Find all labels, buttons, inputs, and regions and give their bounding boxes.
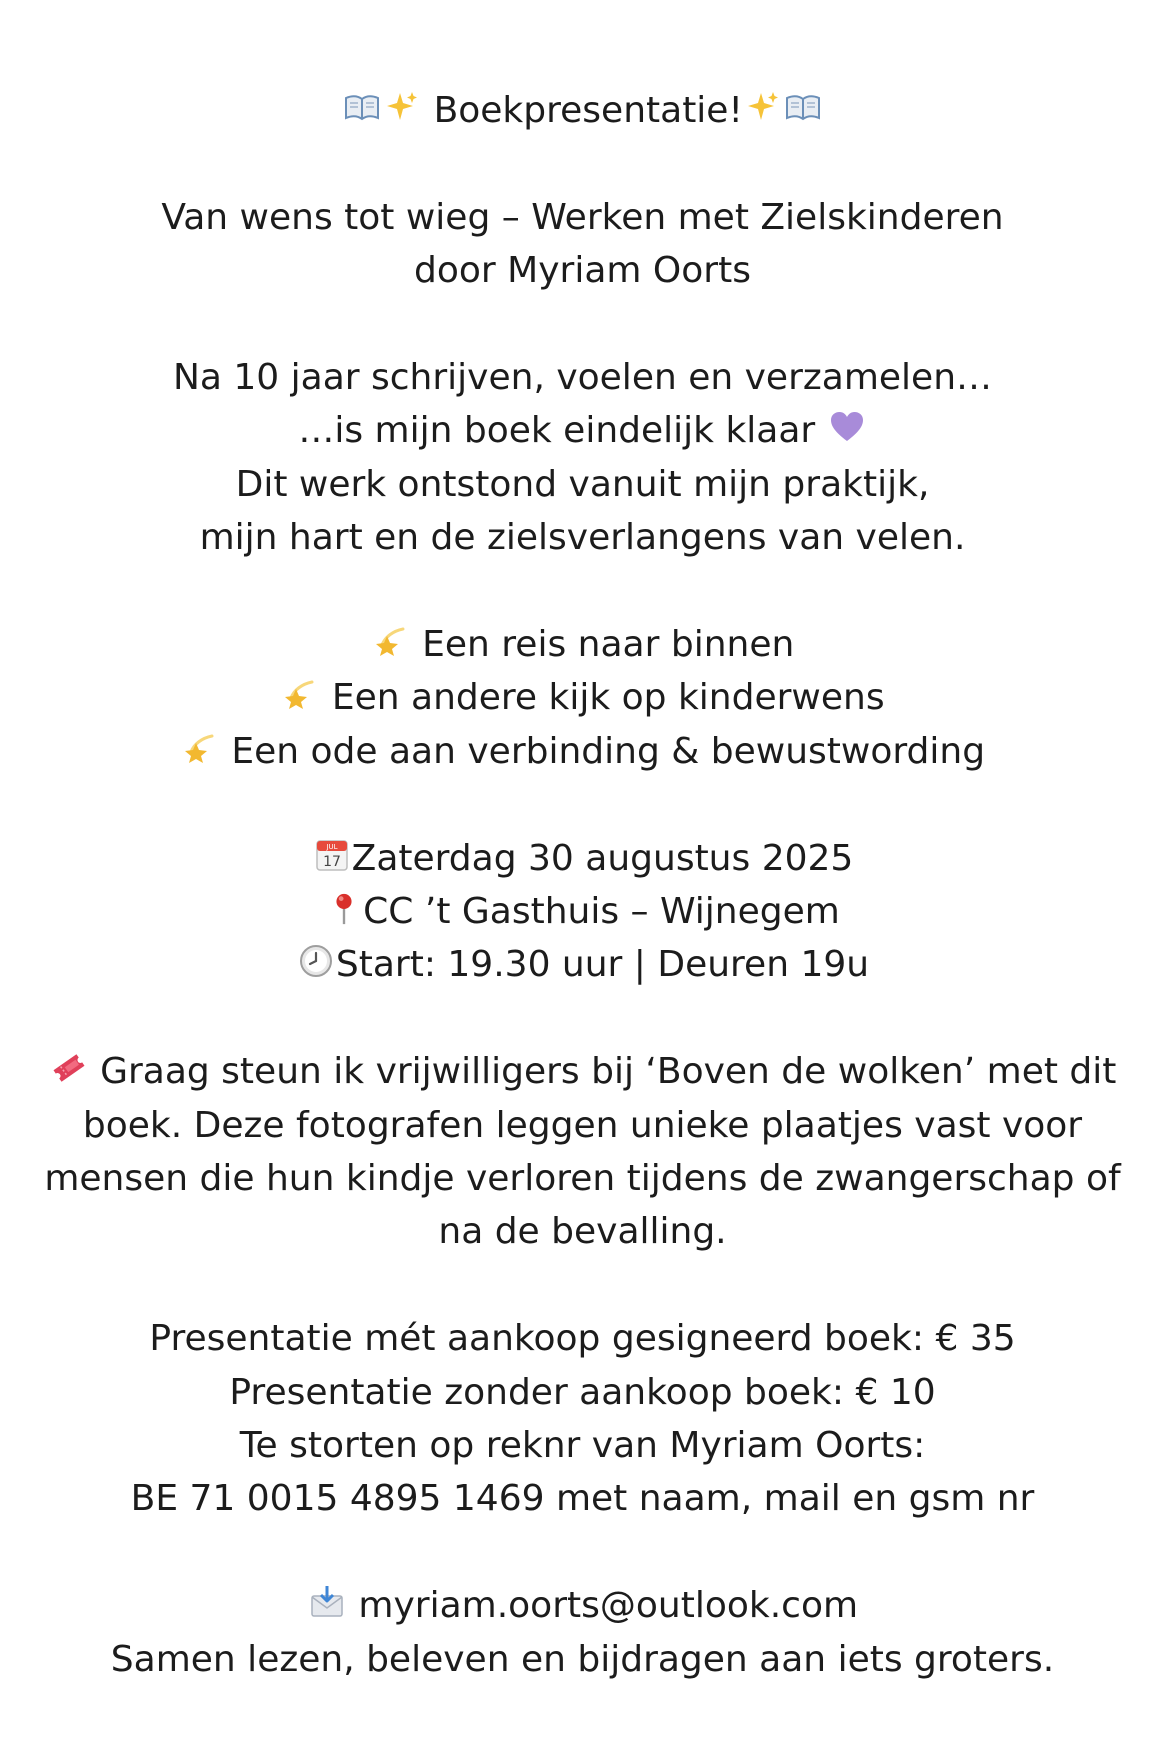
event-date-text: Zaterdag 30 augustus 2025 [351, 837, 854, 879]
event-location-text: CC ’t Gasthuis – Wijnegem [363, 891, 840, 933]
title-line [0, 84, 1165, 137]
shooting-star-icon [282, 676, 318, 712]
shooting-star-icon [182, 730, 218, 766]
payment-instruction: Te storten op reknr van Myriam Oorts: [239, 1425, 926, 1467]
calendar-month: JUL [326, 842, 338, 851]
page-title: Boekpresentatie! [433, 90, 743, 131]
purple-heart-icon [829, 409, 865, 445]
intro-line-1: Na 10 jaar schrijven, voelen en verzamelen… [172, 357, 993, 398]
event-location [0, 885, 1165, 938]
open-book-icon [785, 89, 821, 125]
price-with-book: Presentatie mét aankoop gesigneerd boek: € 35 [149, 1318, 1016, 1360]
shooting-star-icon [373, 623, 409, 659]
clock-icon [298, 943, 334, 979]
pin-icon [327, 892, 361, 926]
list-item-text: Een ode aan verbinding & bewustwording [231, 730, 986, 772]
book-title: Van wens tot wieg – Werken met Zielskinderen [161, 196, 1004, 238]
event-time-text: Start: 19.30 uur | Deuren 19u [335, 944, 870, 986]
list-item [0, 618, 1165, 671]
intro-line-2 [0, 404, 1165, 457]
book-author: door Myriam Oorts [414, 250, 751, 292]
intro-line-3: Dit werk ontstond vanuit mijn praktijk, [235, 463, 930, 505]
calendar-icon [314, 837, 350, 873]
email-link[interactable]: myriam.oorts@outlook.com [358, 1585, 859, 1627]
list-item-text: Een reis naar binnen [422, 624, 795, 666]
ticket-icon [51, 1050, 87, 1086]
donation-paragraph [28, 1045, 1138, 1259]
contact-email [0, 1579, 1165, 1632]
bank-account: BE 71 0015 4895 1469 met naam, mail en gsm nr [130, 1478, 1035, 1520]
sparkles-icon [384, 89, 420, 125]
intro-line-4: mijn hart en de zielsverlangens van velen. [199, 517, 966, 559]
event-date [0, 832, 1165, 885]
list-item [0, 671, 1165, 724]
price-without-book: Presentatie zonder aankoop boek: € 10 [229, 1371, 936, 1413]
sparkles-icon [745, 89, 781, 125]
closing-line: Samen lezen, beleven en bijdragen aan iets groters. [110, 1638, 1055, 1680]
inbox-icon [309, 1584, 345, 1620]
calendar-day: 17 [322, 853, 341, 870]
event-time [0, 938, 1165, 991]
open-book-icon [344, 89, 380, 125]
intro-line-2-text: …is mijn boek eindelijk klaar [298, 410, 816, 452]
list-item-text: Een andere kijk op kinderwens [331, 677, 885, 719]
list-item [0, 725, 1165, 778]
donation-text: Graag steun ik vrijwilligers bij ‘Boven de wolken’ met dit boek. Deze fotografen leggen unieke plaatjes vast voor mensen die hun kindje verloren tijdens de zwangerschap of na de bevalling. [44, 1051, 1121, 1253]
